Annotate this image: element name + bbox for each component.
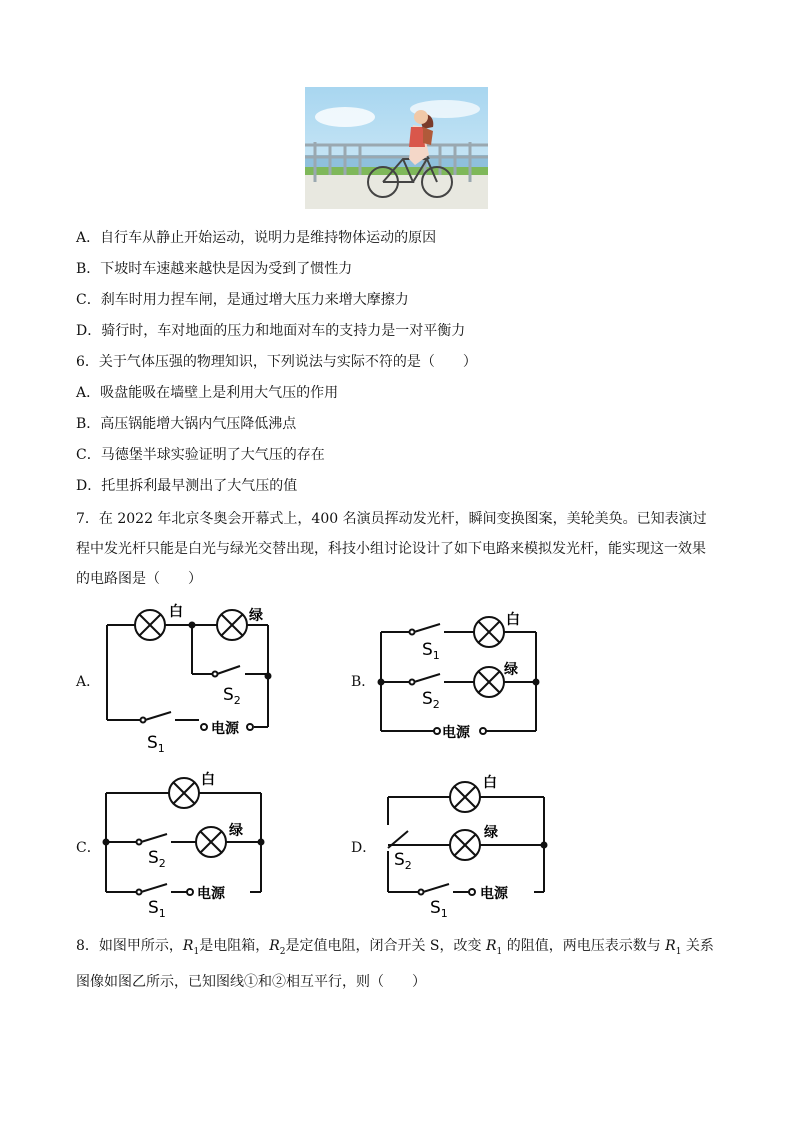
q6-option-c: C．马德堡半球实验证明了大气压的存在 xyxy=(76,447,325,463)
circuit-d xyxy=(372,765,557,925)
circuit-d-switch-s2: $S_2$ xyxy=(394,850,412,872)
circuit-d-switch-s1: $S_1$ xyxy=(430,898,448,920)
circuit-a-switch-s1: $S_1$ xyxy=(147,733,165,755)
circuit-b xyxy=(370,600,550,750)
q7-stem: 7．在 2022 年北京冬奥会开幕式上，400 名演员挥动发光杆，瞬间变换图案，美轮美奂。已知表演过程中发光杆只能是白光与绿光交替出现，科技小组讨论设计了如下电路来模拟发光杆，能实现这一效果的电路图是（ ） xyxy=(76,511,707,587)
q6-stem: 6．关于气体压强的物理知识，下列说法与实际不符的是（ ） xyxy=(76,354,477,370)
circuit-d-label-white: 白 xyxy=(483,775,497,791)
q7-letter-a: A． xyxy=(76,674,101,690)
circuit-a-label-green: 绿 xyxy=(249,608,263,624)
circuit-a-switch-s2: $S_2$ xyxy=(223,685,241,707)
circuit-c-label-green: 绿 xyxy=(229,823,243,839)
circuit-c-power-label: 电源 xyxy=(197,886,225,902)
q6-option-a: A．吸盘能吸在墙壁上是利用大气压的作用 xyxy=(76,385,339,401)
cyclist-photo xyxy=(305,87,488,209)
q5-option-b: B．下坡时车速越来越快是因为受到了惯性力 xyxy=(76,261,353,277)
circuit-a-power-label: 电源 xyxy=(211,721,239,737)
circuit-b-label-white: 白 xyxy=(506,612,520,628)
circuit-b-label-green: 绿 xyxy=(504,662,518,678)
circuit-c-switch-s2: $S_2$ xyxy=(148,848,166,870)
q7-letter-b: B． xyxy=(351,674,376,690)
q5-option-d: D．骑行时，车对地面的压力和地面对车的支持力是一对平衡力 xyxy=(76,323,466,339)
circuit-d-label-green: 绿 xyxy=(484,825,498,841)
q6-option-d: D．托里拆利最早测出了大气压的值 xyxy=(76,478,298,494)
q8-stem: 8．如图甲所示，$R_1$是电阻箱，$R_2$是定值电阻，闭合开关 S，改变 $R_1$ 的阻值，两电压表示数与 $R_1$ 关系图像如图乙所示，已知图线①和②相互平行，则（ ） xyxy=(76,938,714,990)
circuit-b-power-label: 电源 xyxy=(442,725,470,741)
q6-option-b: B．高压锅能增大锅内气压降低沸点 xyxy=(76,416,297,432)
circuit-c-label-white: 白 xyxy=(201,772,215,788)
circuit-b-switch-s1: $S_1$ xyxy=(422,640,440,662)
circuit-c xyxy=(95,765,275,920)
q7-letter-d: D． xyxy=(351,840,377,856)
circuit-c-switch-s1: $S_1$ xyxy=(148,898,166,920)
circuit-d-power-label: 电源 xyxy=(480,886,508,902)
circuit-b-switch-s2: $S_2$ xyxy=(422,689,440,711)
circuit-a xyxy=(95,600,285,760)
circuit-a-label-white: 白 xyxy=(169,604,183,620)
q7-letter-c: C． xyxy=(76,840,101,856)
q5-option-c: C．刹车时用力捏车闸，是通过增大压力来增大摩擦力 xyxy=(76,292,409,308)
q5-option-a: A．自行车从静止开始运动，说明力是维持物体运动的原因 xyxy=(76,230,437,246)
